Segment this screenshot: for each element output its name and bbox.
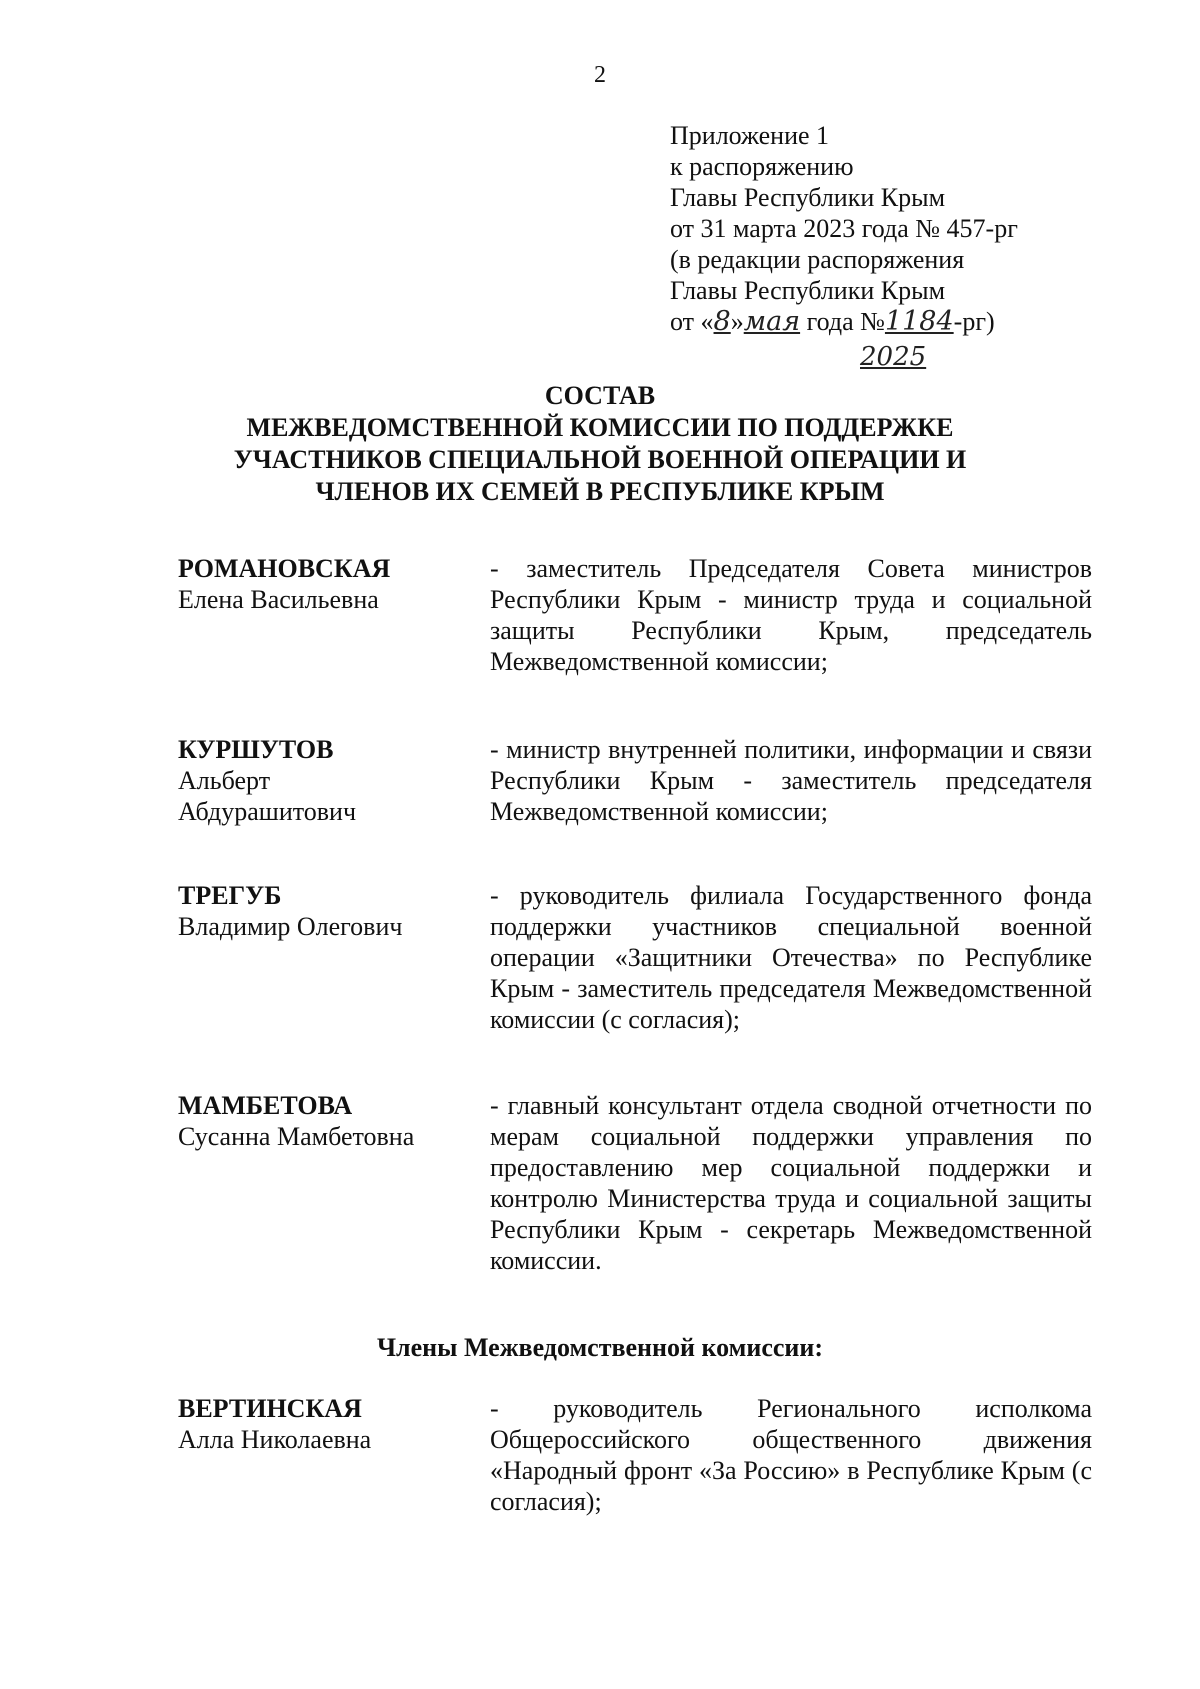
title-line: УЧАСТНИКОВ СПЕЦИАЛЬНОЙ ВОЕННОЙ ОПЕРАЦИИ И	[233, 445, 967, 474]
person-name	[178, 1090, 490, 1276]
person-role: - министр внутренней политики, информации и связи Республики Крым - заместитель председателя Межведомственной комиссии;	[490, 735, 1092, 826]
document-title	[0, 380, 1200, 508]
appendix-line: от 31 марта 2023 года № 457-рг	[670, 214, 1018, 243]
person-entry	[178, 880, 1092, 1035]
person-surname: РОМАНОВСКАЯ	[178, 554, 391, 583]
appendix-amendment-line	[670, 306, 1140, 337]
person-surname: МАМБЕТОВА	[178, 1091, 353, 1120]
appendix-block	[670, 120, 1140, 372]
person-entry	[178, 1393, 1092, 1517]
person-entry	[178, 1090, 1092, 1276]
appendix-line: Главы Республики Крым	[670, 183, 946, 212]
person-given-name: Елена Васильевна	[178, 585, 379, 614]
person-role: - заместитель Председателя Совета министров Республики Крым - министр труда и социальной защиты Республики Крым, председатель Межведомственной комиссии;	[490, 554, 1092, 676]
title-line: ЧЛЕНОВ ИХ СЕМЕЙ В РЕСПУБЛИКЕ КРЫМ	[315, 477, 885, 506]
amendment-year-label: года №	[800, 307, 885, 336]
handwritten-month: мая	[743, 306, 801, 337]
person-name	[178, 553, 490, 677]
person-entry	[178, 734, 1092, 827]
appendix-line: (в редакции распоряжения	[670, 245, 965, 274]
appendix-line: к распоряжению	[670, 152, 854, 181]
amendment-suffix: -рг)	[953, 307, 995, 336]
person-role: - руководитель Регионального исполкома Общероссийского общественного движения «Народный фронт «За Россию» в Республике Крым (с согласия);	[490, 1394, 1092, 1516]
title-line: МЕЖВЕДОМСТВЕННОЙ КОМИССИИ ПО ПОДДЕРЖКЕ	[246, 413, 954, 442]
person-entry	[178, 553, 1092, 677]
person-role: - главный консультант отдела сводной отчетности по мерам социальной поддержки управления по предоставлению мер социальной поддержки и контролю Министерства труда и социальной защиты Республики Крым - секретарь Межведомственной комиссии.	[490, 1091, 1092, 1275]
amendment-quote: »	[730, 307, 744, 336]
appendix-line: Главы Республики Крым	[670, 276, 946, 305]
person-role: - руководитель филиала Государственного фонда поддержки участников специальной военной операции «Защитники Отечества» по Республике Крым - заместитель председателя Межведомственной комиссии (с согласия);	[490, 881, 1092, 1034]
page-number: 2	[594, 62, 606, 88]
members-heading: Члены Межведомственной комиссии:	[376, 1333, 824, 1362]
person-given-name: Владимир Олегович	[178, 912, 403, 941]
handwritten-day: 8	[713, 306, 731, 337]
person-given-name: Альберт	[178, 766, 271, 795]
appendix-line: Приложение 1	[670, 121, 830, 150]
person-surname: КУРШУТОВ	[178, 735, 334, 764]
person-name	[178, 734, 490, 827]
person-name	[178, 1393, 490, 1517]
handwritten-number: 1184	[884, 306, 954, 337]
person-given-name: Алла Николаевна	[178, 1425, 372, 1454]
person-given-name: Абдурашитович	[178, 797, 357, 826]
title-line: СОСТАВ	[544, 381, 656, 410]
person-surname: ТРЕГУБ	[178, 881, 282, 910]
person-surname: ВЕРТИНСКАЯ	[178, 1394, 362, 1423]
handwritten-year: 2025	[860, 342, 927, 372]
person-name	[178, 880, 490, 1035]
amendment-prefix: от «	[670, 307, 714, 336]
person-given-name: Сусанна Мамбетовна	[178, 1122, 415, 1151]
